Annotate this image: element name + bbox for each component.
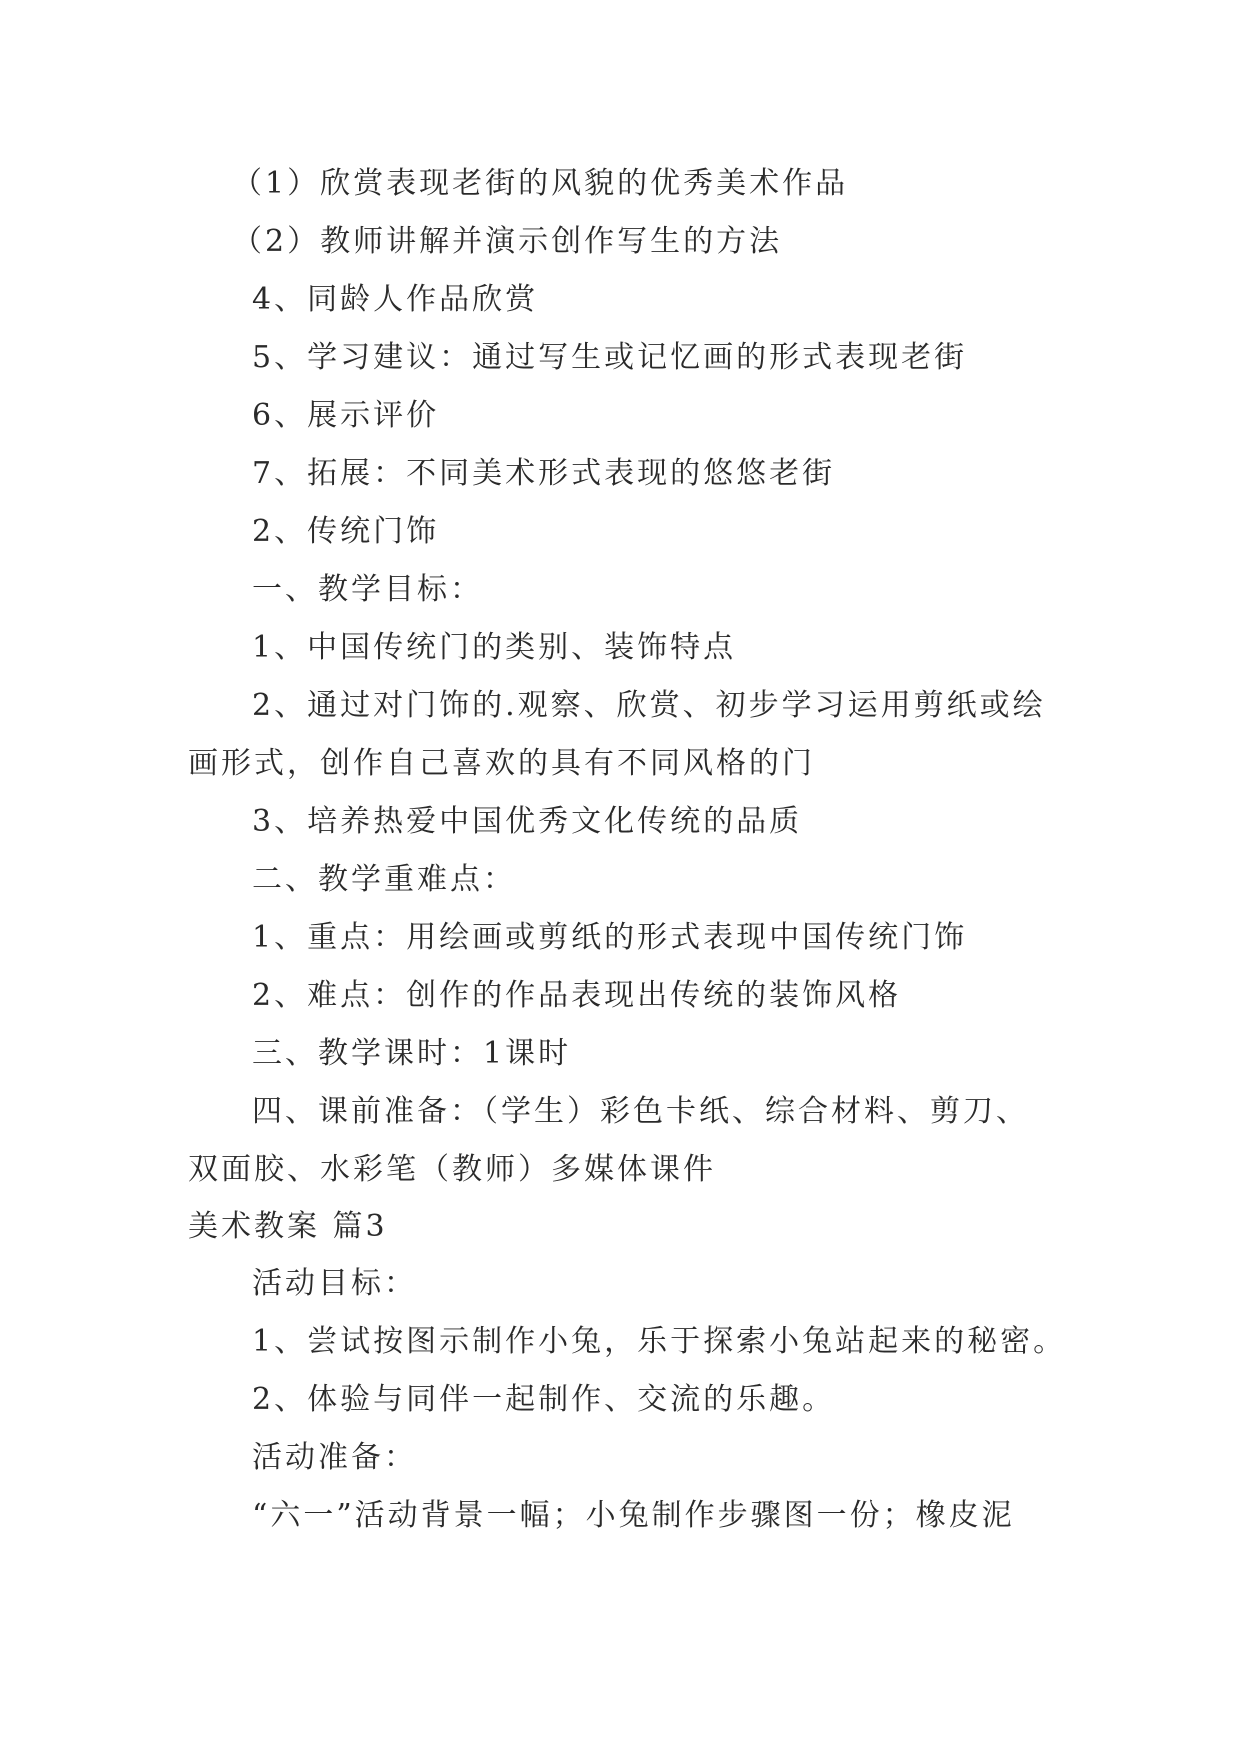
paragraph-line: 画形式，创作自己喜欢的具有不同风格的门: [188, 746, 815, 781]
paragraph-line: 1、重点：用绘画或剪纸的形式表现中国传统门饰: [252, 920, 968, 955]
paragraph-line: 7、拓展：不同美术形式表现的悠悠老街: [252, 456, 836, 491]
paragraph-line: 2、通过对门饰的.观察、欣赏、初步学习运用剪纸或绘: [252, 688, 1046, 723]
paragraph-line: （2）教师讲解并演示创作写生的方法: [232, 224, 783, 259]
section-heading: 活动目标：: [252, 1266, 417, 1301]
paragraph-line: 双面胶、水彩笔（教师）多媒体课件: [188, 1152, 716, 1187]
section-heading: 四、课前准备：（学生）彩色卡纸、综合材料、剪刀、: [252, 1094, 1029, 1129]
paragraph-line: 5、学习建议：通过写生或记忆画的形式表现老街: [252, 340, 968, 375]
paragraph-line: 2、传统门饰: [252, 514, 440, 549]
paragraph-line: 2、体验与同伴一起制作、交流的乐趣。: [252, 1382, 836, 1417]
paragraph-line: 3、培养热爱中国优秀文化传统的品质: [252, 804, 803, 839]
paragraph-line: 1、尝试按图示制作小兔，乐于探索小兔站起来的秘密。: [252, 1324, 1067, 1359]
paragraph-line: 6、展示评价: [252, 398, 440, 433]
document-title: 美术教案 篇3: [188, 1209, 388, 1244]
section-heading: 一、教学目标：: [252, 572, 483, 607]
paragraph-line: （1）欣赏表现老街的风貌的优秀美术作品: [232, 166, 849, 201]
section-heading: 活动准备：: [252, 1440, 417, 1475]
paragraph-line: 4、同龄人作品欣赏: [252, 282, 539, 317]
paragraph-line: 2、难点：创作的作品表现出传统的装饰风格: [252, 978, 902, 1013]
paragraph-line: 1、中国传统门的类别、装饰特点: [252, 630, 737, 665]
paragraph-line: “六一”活动背景一幅；小兔制作步骤图一份；橡皮泥: [252, 1498, 1015, 1533]
section-heading: 三、教学课时：1课时: [252, 1036, 572, 1071]
section-heading: 二、教学重难点：: [252, 862, 516, 897]
